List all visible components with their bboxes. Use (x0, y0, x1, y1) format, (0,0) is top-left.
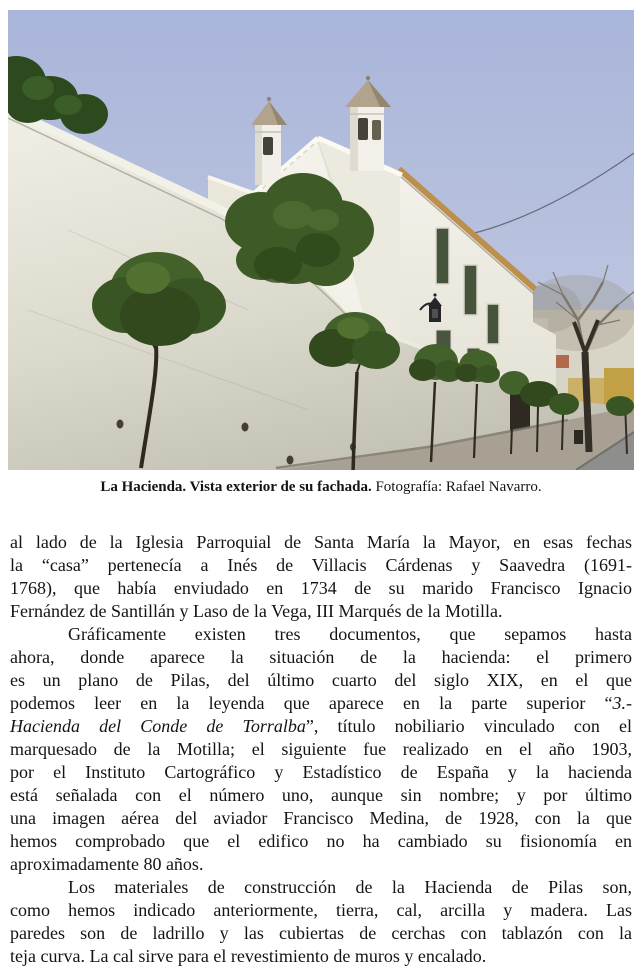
text-line: ahora, donde aparece la situación de la hacienda: el primero (10, 647, 632, 667)
text-line: Los materiales de construcción de la Hacienda de Pilas son, (68, 877, 632, 897)
text-line: es un plano de Pilas, del último cuarto del siglo XIX, en el que (10, 670, 632, 690)
text-line: hemos comprobado que el edifico no ha cambiado su fisionomía en (10, 831, 632, 851)
photo-caption (0, 477, 642, 497)
text-line: 1768), que había enviudado en 1734 de su marido Francisco Ignacio (10, 578, 632, 598)
text-line: Fernández de Santillán y Laso de la Vega, III Marqués de la Motilla. (10, 601, 503, 621)
text-line: teja curva. La cal sirve para el revestimiento de muros y encalado. (10, 946, 487, 966)
text-line: como hemos indicado anteriormente, tierra, cal, arcilla y madera. Las (10, 900, 632, 920)
text-line: una imagen aérea del aviador Francisco Medina, de 1928, con la que (10, 808, 632, 828)
text-line: Gráficamente existen tres documentos, que sepamos hasta (68, 624, 632, 644)
text-line: por el Instituto Cartográfico y Estadístico de España y la hacienda (10, 762, 632, 782)
hacienda-photo-scene (8, 10, 634, 470)
text-line: está señalada con el número uno, aunque sin nombre; y por último (10, 785, 632, 805)
caption-title: La Hacienda. Vista exterior de su fachada. (100, 479, 372, 495)
text-line: aproximadamente 80 años. (10, 854, 204, 874)
caption-credit: Fotografía: Rafael Navarro. (375, 479, 542, 495)
article (10, 531, 632, 968)
street-bin (574, 430, 583, 444)
hacienda-photo (8, 10, 634, 470)
text-line: Hacienda del Conde de Torralba”, título nobiliario vinculado con el (10, 716, 632, 736)
text-line: al lado de la Iglesia Parroquial de Santa María la Mayor, en esas fechas (10, 532, 632, 552)
text-line: paredes son de ladrillo y las cubiertas de cerchas con tablazón con la (10, 923, 632, 943)
text-line: la “casa” pertenecía a Inés de Villacis Cárdenas y Saavedra (1691- (10, 555, 632, 575)
text-line: podemos leer en la leyenda que aparece en la parte superior “3.- (10, 693, 632, 713)
text-line: marquesado de la Motilla; el siguiente fue realizado en el año 1903, (10, 739, 632, 759)
